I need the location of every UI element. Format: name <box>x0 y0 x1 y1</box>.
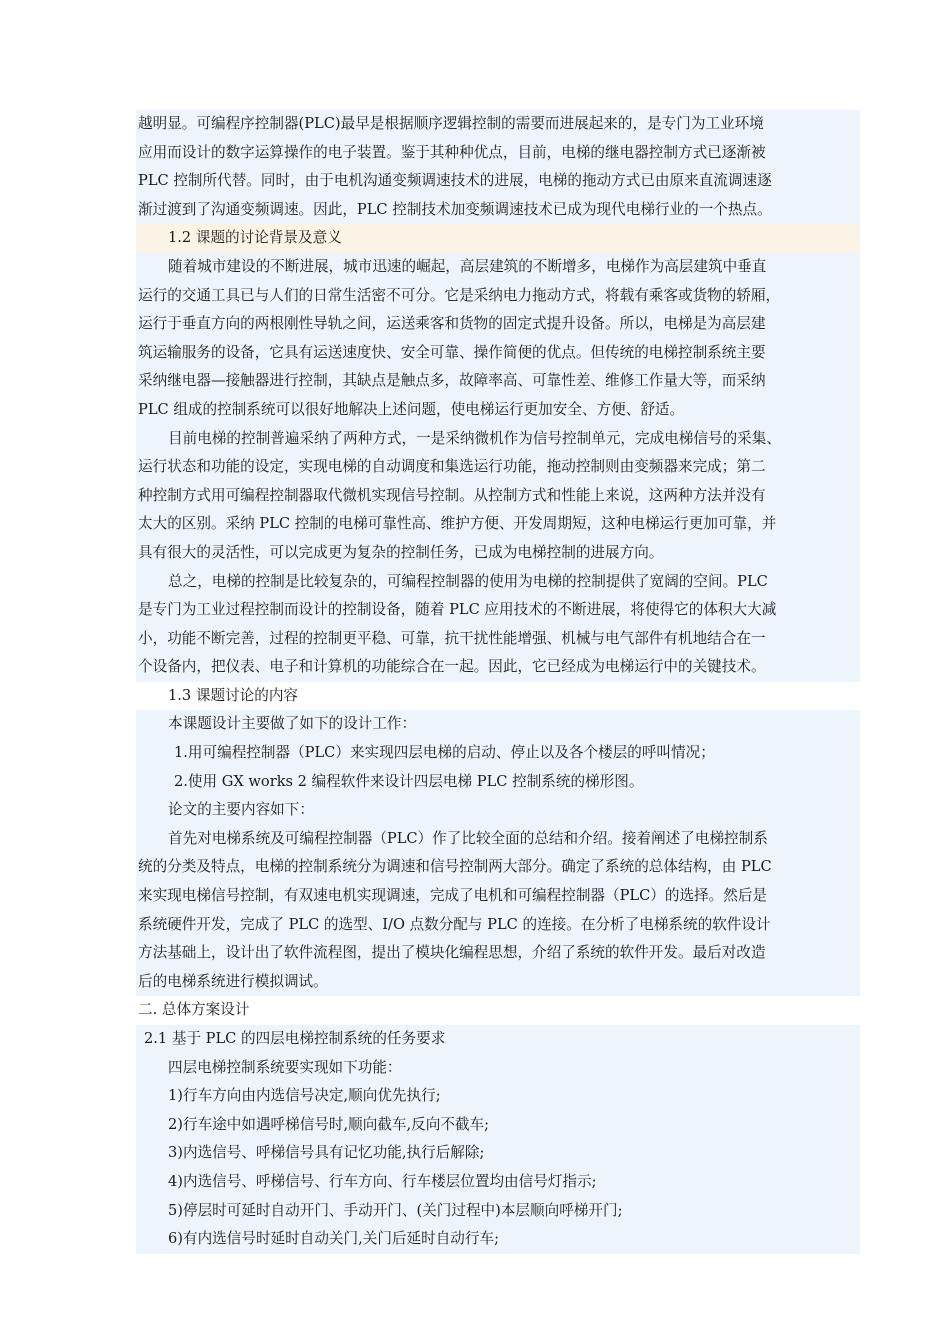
list-item: 2)行车途中如遇呼梯信号时,顺向截车,反向不截车; <box>136 1111 860 1140</box>
paragraph-line: 运行的交通工具已与人们的日常生活密不可分。它是采纳电力拖动方式，将载有乘客或货物的轿厢， <box>136 282 860 311</box>
paragraph-line: 越明显。可编程序控制器(PLC)最早是根据顺序逻辑控制的需要而进展起来的，是专门为工业环境 <box>136 110 860 139</box>
paragraph-line: 运行状态和功能的设定，实现电梯的自动调度和集选运行功能，拖动控制则由变频器来完成；第二 <box>136 453 860 482</box>
paragraph-line: 目前电梯的控制普遍采纳了两种方式，一是采纳微机作为信号控制单元，完成电梯信号的采集、 <box>136 425 860 454</box>
paragraph-line: PLC 组成的控制系统可以很好地解决上述问题，使电梯运行更加安全、方便、舒适。 <box>136 396 860 425</box>
paragraph-line: 首先对电梯系统及可编程控制器（PLC）作了比较全面的总结和介绍。接着阐述了电梯控制系 <box>136 825 860 854</box>
paragraph-line: 来实现电梯信号控制，有双速电机实现调速，完成了电机和可编程控制器（PLC）的选择。然后是 <box>136 882 860 911</box>
paragraph-line: 总之，电梯的控制是比较复杂的，可编程控制器的使用为电梯的控制提供了宽阔的空间。PLC <box>136 568 860 597</box>
list-item: 1.用可编程控制器（PLC）来实现四层电梯的启动、停止以及各个楼层的呼叫情况； <box>136 739 860 768</box>
paragraph-line: 筑运输服务的设备，它具有运送速度快、安全可靠、操作简便的优点。但传统的电梯控制系统主要 <box>136 339 860 368</box>
paragraph-line: 种控制方式用可编程控制器取代微机实现信号控制。从控制方式和性能上来说，这两种方法并没有 <box>136 482 860 511</box>
paragraph-line: 小，功能不断完善，过程的控制更平稳、可靠，抗干扰性能增强、机械与电气部件有机地结合在一 <box>136 625 860 654</box>
section-heading-1-3: 1.3 课题讨论的内容 <box>168 686 299 704</box>
paragraph-line: 四层电梯控制系统要实现如下功能： <box>136 1054 860 1083</box>
paragraph-line: PLC 控制所代替。同时，由于电机沟通变频调速技术的进展，电梯的拖动方式已由原来直流调速逐 <box>136 167 860 196</box>
paragraph-line: 采纳继电器—接触器进行控制，其缺点是触点多，故障率高、可靠性差、维修工作量大等，而采纳 <box>136 367 860 396</box>
paragraph-line: 太大的区别。采纳 PLC 控制的电梯可靠性高、维护方便、开发周期短，这种电梯运行更加可靠，并 <box>136 510 860 539</box>
paragraph-line: 个设备内，把仪表、电子和计算机的功能综合在一起。因此，它已经成为电梯运行中的关键技术。 <box>136 653 860 682</box>
section-heading-2-1: 2.1 基于 PLC 的四层电梯控制系统的任务要求 <box>136 1025 860 1054</box>
chapter-heading-2: 二. 总体方案设计 <box>138 1001 250 1019</box>
paragraph-line: 具有很大的灵活性，可以完成更为复杂的控制任务，已成为电梯控制的进展方向。 <box>136 539 860 568</box>
list-item: 6)有内选信号时延时自动关门,关门后延时自动行车; <box>136 1225 860 1254</box>
section-heading-1-2: 1.2 课题的讨论背景及意义 <box>136 224 860 253</box>
list-item: 5)停层时可延时自动开门、手动开门、(关门过程中)本层顺向呼梯开门; <box>136 1197 860 1226</box>
paragraph-line: 系统硬件开发，完成了 PLC 的选型、I/O 点数分配与 PLC 的连接。在分析了电梯系统的软件设计 <box>136 911 860 940</box>
paragraph-line: 后的电梯系统进行模拟调试。 <box>136 968 860 997</box>
paragraph-line: 渐过渡到了沟通变频调速。因此，PLC 控制技术加变频调速技术已成为现代电梯行业的一个热点。 <box>136 196 860 225</box>
paragraph-line: 论文的主要内容如下： <box>136 796 860 825</box>
paragraph-line: 应用而设计的数字运算操作的电子装置。鉴于其种种优点，目前，电梯的继电器控制方式已逐渐被 <box>136 139 860 168</box>
list-item: 4)内选信号、呼梯信号、行车方向、行车楼层位置均由信号灯指示; <box>136 1168 860 1197</box>
list-item: 3)内选信号、呼梯信号具有记忆功能,执行后解除; <box>136 1139 860 1168</box>
paragraph-line: 统的分类及特点，电梯的控制系统分为调速和信号控制两大部分。确定了系统的总体结构，由 PLC <box>136 853 860 882</box>
list-item: 2.使用 GX works 2 编程软件来设计四层电梯 PLC 控制系统的梯形图。 <box>136 768 860 797</box>
paragraph-line: 本课题设计主要做了如下的设计工作： <box>136 710 860 739</box>
paragraph-line: 方法基础上，设计出了软件流程图，提出了模块化编程思想，介绍了系统的软件开发。最后对改造 <box>136 939 860 968</box>
paragraph-line: 是专门为工业过程控制而设计的控制设备，随着 PLC 应用技术的不断进展，将使得它的体积大大减 <box>136 596 860 625</box>
paragraph-line: 运行于垂直方向的两根刚性导轨之间，运送乘客和货物的固定式提升设备。所以，电梯是为高层建 <box>136 310 860 339</box>
list-item: 1)行车方向由内选信号决定,顺向优先执行; <box>136 1082 860 1111</box>
document-body <box>136 110 860 1254</box>
paragraph-line: 随着城市建设的不断进展，城市迅速的崛起，高层建筑的不断增多，电梯作为高层建筑中垂直 <box>136 253 860 282</box>
